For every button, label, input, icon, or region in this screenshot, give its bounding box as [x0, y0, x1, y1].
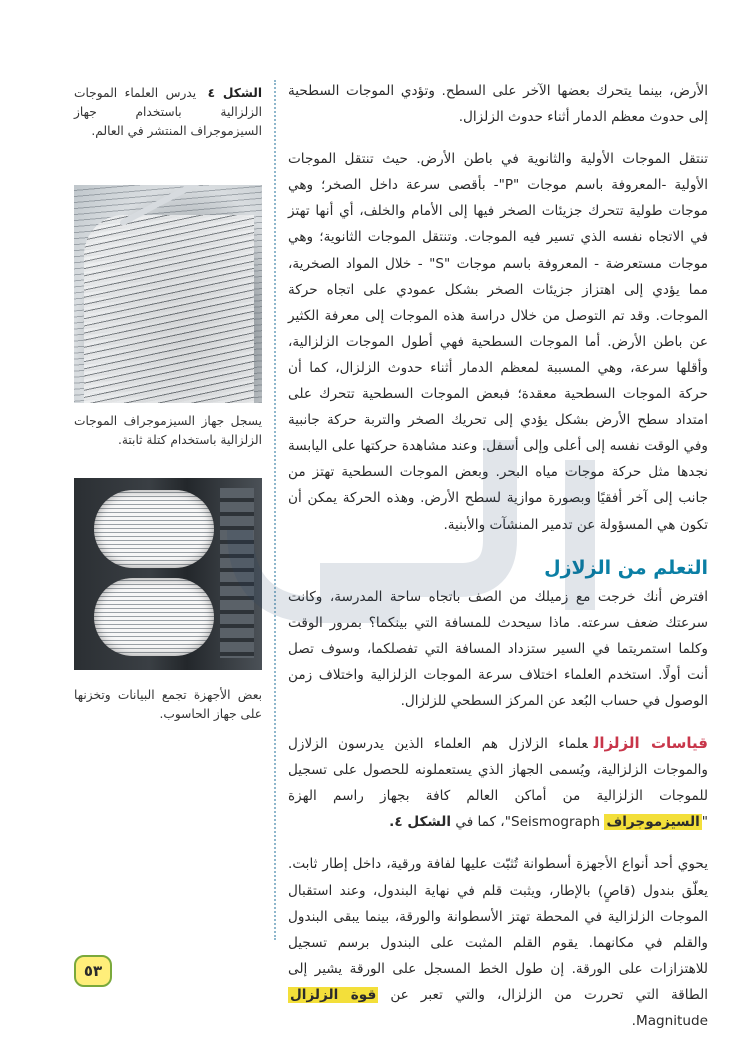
- inline-heading-measurements: قياسات الزلزال: [593, 734, 708, 753]
- measurements-text-b: Seismograph"، كما في: [455, 814, 605, 831]
- figure-label: الشكل ٤: [207, 86, 263, 100]
- mechanism-text-b: Magnitude.: [631, 1013, 708, 1029]
- photo-caption-recorders: بعض الأجهزة تجمع البيانات وتخزنها على جهاز الحاسوب.: [74, 688, 262, 721]
- term-magnitude: قوة الزلزال: [290, 986, 377, 1003]
- seismogram-paper: [84, 215, 254, 403]
- figure-caption: [74, 84, 262, 141]
- figure-caption-text: يدرس العلماء الموجات الزلزالية باستخدام جهاز السيزموجراف المنتشر في العالم.: [74, 86, 262, 138]
- recorder-roll-top: [94, 490, 214, 568]
- equipment-panel: [220, 488, 254, 658]
- paragraph-surface-waves: الأرض، بينما يتحرك بعضها الآخر على السطح. وتؤدي الموجات السطحية إلى حدوث معظم الدمار أثناء حدوث الزلزال.: [288, 83, 708, 126]
- main-column: [288, 78, 708, 1050]
- mechanism-text-a: يحوي أحد أنواع الأجهزة أسطوانة تُثبّت عليها لفافة ورقية، داخل إطار ثابت. يعلّق بندول (قاصٍ) بالإطار، ويثبت قلم في نهاية البندول، وعند استقبال الموجات الزلزالية في المحطة تهتز الأسطوانة والورقة، بينما يبقى البندول والقلم في مكانهما. يقوم القلم المثبت على البندول برسم تسجيل للاهتزازات على الورقة. إن طول الخط المسجل على الورقة يشير إلى الطاقة التي تحررت من الزلزال، والتي تعبر عن: [288, 856, 708, 1003]
- paragraph-seismic-measurements: [288, 730, 708, 835]
- paragraph-body-waves: تنتقل الموجات الأولية والثانوية في باطن الأرض. حيث تنتقل الموجات الأولية -المعروفة باسم موجات "P"- بأقصى سرعة داخل الصخر؛ وهي موجات طولية تتحرك جزيئات الصخر فيها إلى الأمام والخلف، أي أنها تهتز في الاتجاه نفسه الذي تسير فيه الموجات. وتنتقل الموجات الثانوية؛ وهي موجات مستعرضة - المعروفة باسم موجات "S" - خلال المواد الصخرية، مما يؤدي إلى اهتزاز جزيئات الصخر بشكل عمودي على اتجاه حركة الموجات. وقد تم التوصل من خلال دراسة هذه الموجات إلى معرفة الكثير عن باطن الأرض. أما الموجات السطحية فهي أطول الموجات الزلزالية، وأقلها سرعة، وهي المسببة لمعظم الدمار أثناء حدوث الزلزال، كما أن حركة الموجات السطحية معقدة؛ فبعض الموجات السطحية تتحرك على امتداد سطح الأرض بشكل يؤدي إلى تحريك الصخر والتربة حركة جانبية وفي الوقت نفسه إلى أعلى وإلى أسفل. وعند مشاهدة حركتها على اليابسة نجدها مثل حركة موجات مياه البحر. وبعض الموجات السطحية تهتز من جانب إلى آخر أفقيًا وبصورة موازية لسطح الأرض. وهذه الحركة يمكن أن تكون هي المسؤولة عن تدمير المنشآت والأبنية.: [288, 151, 708, 533]
- recorder-roll-bottom: [94, 578, 214, 656]
- seismograph-drum-photo: [74, 185, 262, 403]
- section-heading-learning: التعلم من الزلازل: [544, 556, 708, 579]
- paragraph-speed-analogy: افترض أنك خرجت مع زميلك من الصف باتجاه ساحة المدرسة، وكانت سرعتك ضعف سرعته. ماذا سيحدث للمسافة التي بينكما؟ بمرور الوقت وكلما استمريتما في السير ستزداد المسافة التي تفصلكما، وسوف تصل أنت أولًا. استخدم العلماء اختلاف سرعة الموجات الزلزالية واختلاف زمن الوصول في حساب البُعد عن المركز السطحي للزلزال.: [288, 588, 708, 709]
- column-divider: [274, 80, 276, 940]
- page-number-badge: ٥٣: [74, 955, 112, 987]
- seismograph-recorders-photo: [74, 478, 262, 670]
- figure-reference: الشكل ٤.: [389, 814, 452, 831]
- measurements-text-a: علماء الزلازل هم العلماء الذين يدرسون الزلازل والموجات الزلزالية، ويُسمى الجهاز الذي يستعملونه للحصول على تسجيل للموجات الزلزالية من أماكن العالم كافة بجهاز راسم الهزة ": [288, 736, 708, 831]
- photo-caption-drum: يسجل جهاز السيزموجراف الموجات الزلزالية باستخدام كتلة ثابتة.: [74, 414, 262, 447]
- term-seismograph: السيزموجراف: [606, 814, 700, 831]
- paragraph-seismograph-mechanism: [288, 851, 708, 1034]
